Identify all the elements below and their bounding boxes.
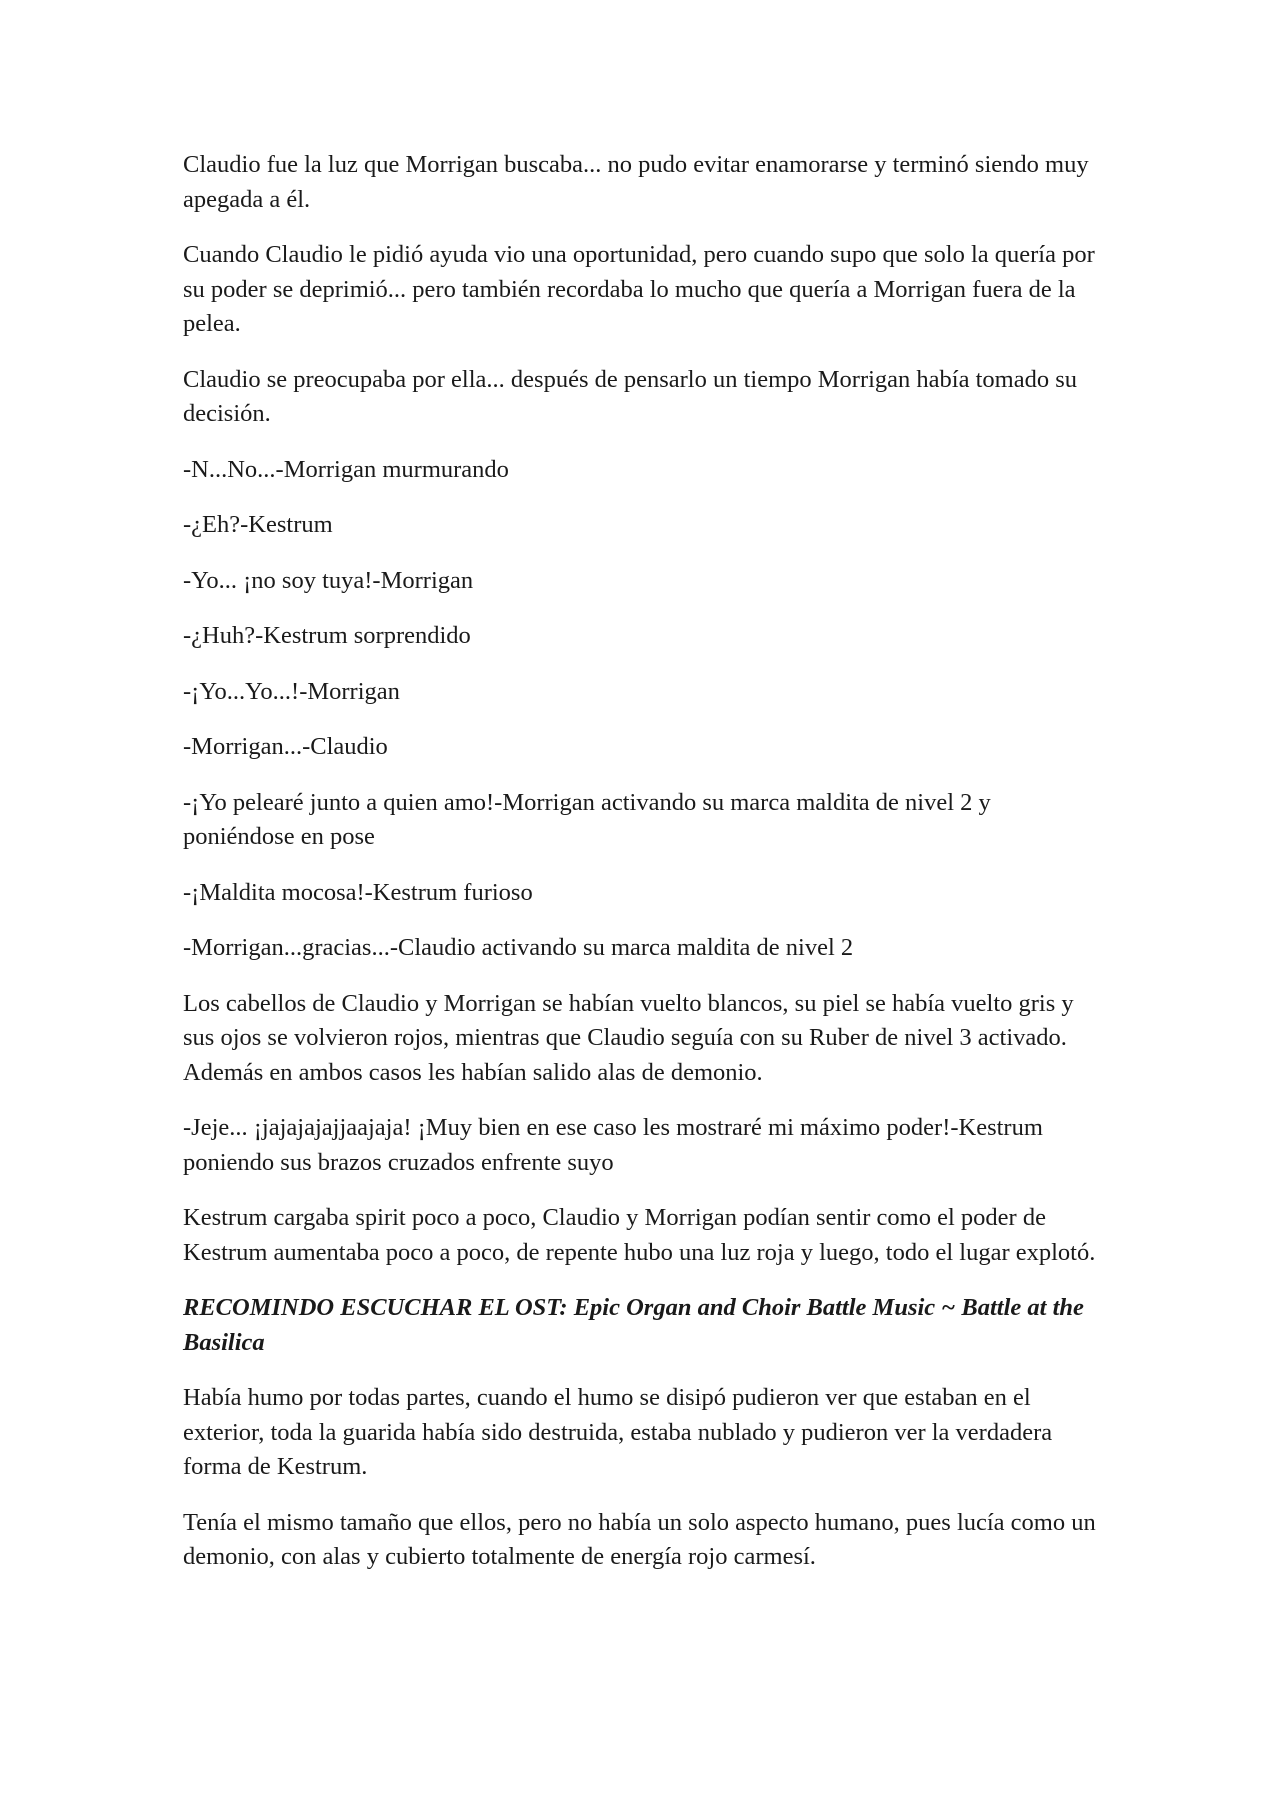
paragraph: Cuando Claudio le pidió ayuda vio una oportunidad, pero cuando supo que solo la quería por su poder se deprimió... pero también recordaba lo mucho que quería a Morrigan fuera de la pelea. (183, 241, 1095, 337)
paragraph: Había humo por todas partes, cuando el humo se disipó pudieron ver que estaban en el exterior, toda la guarida había sido destruida, estaba nublado y pudieron ver la verdadera forma de Kestrum. (183, 1384, 1053, 1480)
dialogue-line: -Yo... ¡no soy tuya!-Morrigan (183, 566, 474, 594)
ost-recommendation: RECOMINDO ESCUCHAR EL OST: Epic Organ and Choir Battle Music ~ Battle at the Basilica (183, 1294, 1084, 1356)
dialogue-line: -¿Huh?-Kestrum sorprendido (183, 622, 471, 649)
paragraph: Claudio fue la luz que Morrigan buscaba... no pudo evitar enamorarse y terminó siendo muy apegada a él. (183, 151, 1089, 213)
dialogue-line: -Morrigan...-Claudio (183, 733, 388, 760)
dialogue-line: -¿Eh?-Kestrum (183, 511, 333, 538)
document-body (183, 148, 1103, 1596)
dialogue-line: -¡Yo...Yo...!-Morrigan (183, 677, 400, 705)
dialogue-line: -¡Yo pelearé junto a quien amo!-Morrigan activando su marca maldita de nivel 2 y poniéndose en pose (183, 788, 991, 850)
paragraph: Tenía el mismo tamaño que ellos, pero no había un solo aspecto humano, pues lucía como un demonio, con alas y cubierto totalmente de energía rojo carmesí. (183, 1508, 1096, 1570)
dialogue-line: -¡Maldita mocosa!-Kestrum furioso (183, 878, 533, 906)
dialogue-line: -Morrigan...gracias...-Claudio activando su marca maldita de nivel 2 (183, 934, 854, 961)
paragraph: Los cabellos de Claudio y Morrigan se habían vuelto blancos, su piel se había vuelto gris y sus ojos se volvieron rojos, mientras que Claudio seguía con su Ruber de nivel 3 activado. Además en ambos casos les habían salido alas de demonio. (183, 989, 1074, 1086)
paragraph: Kestrum cargaba spirit poco a poco, Claudio y Morrigan podían sentir como el poder de Kestrum aumentaba poco a poco, de repente hubo una luz roja y luego, todo el lugar explotó. (183, 1204, 1096, 1266)
paragraph: Claudio se preocupaba por ella... después de pensarlo un tiempo Morrigan había tomado su decisión. (183, 365, 1078, 427)
dialogue-line: -Jeje... ¡jajajajajjaajaja! ¡Muy bien en ese caso les mostraré mi máximo poder!-Kestrum poniendo sus brazos cruzados enfrente suyo (183, 1114, 1043, 1176)
dialogue-line: -N...No...-Morrigan murmurando (183, 455, 509, 483)
